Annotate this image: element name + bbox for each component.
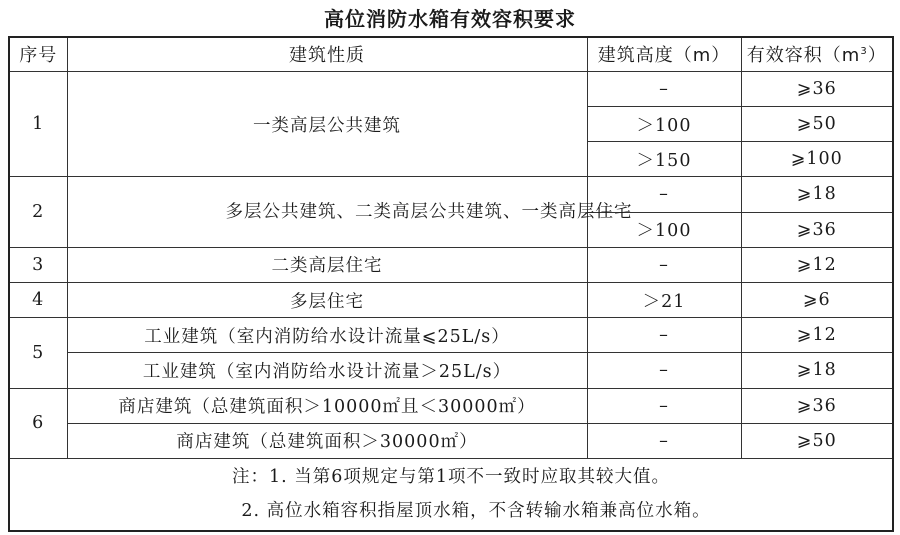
table-row: [9, 282, 893, 317]
building-type: 工业建筑（室内消防给水设计流量＞25L/s）: [67, 353, 587, 388]
building-type: 工业建筑（室内消防给水设计流量⩽25L/s）: [67, 318, 587, 353]
effective-volume: ⩾36: [741, 388, 893, 423]
effective-volume: ⩾50: [741, 106, 893, 141]
building-type: 商店建筑（总建筑面积＞30000㎡）: [67, 423, 587, 458]
building-type: 一类高层公共建筑: [67, 71, 587, 177]
building-type: 多层公共建筑、二类高层公共建筑、一类高层住宅: [67, 177, 587, 247]
building-type: 二类高层住宅: [67, 247, 587, 282]
row-number: 3: [9, 247, 67, 282]
building-type: 多层住宅: [67, 282, 587, 317]
row-number: 2: [9, 177, 67, 247]
row-number: 1: [9, 71, 67, 177]
notes: [9, 458, 893, 531]
table-row: [9, 388, 893, 423]
table-row: [9, 353, 893, 388]
table-row: [9, 247, 893, 282]
building-height: –: [587, 353, 741, 388]
row-number: 4: [9, 282, 67, 317]
building-height: –: [587, 71, 741, 106]
effective-volume: ⩾12: [741, 247, 893, 282]
building-height: ＞100: [587, 212, 741, 247]
building-height: ＞150: [587, 142, 741, 177]
building-height: –: [587, 388, 741, 423]
building-height: ＞21: [587, 282, 741, 317]
effective-volume: ⩾36: [741, 71, 893, 106]
table-row: [9, 177, 893, 212]
effective-volume: ⩾18: [741, 353, 893, 388]
header-volume: [741, 37, 893, 71]
header-name: 建筑性质: [67, 37, 587, 71]
building-type: 商店建筑（总建筑面积＞10000㎡且＜30000㎡）: [67, 388, 587, 423]
header-volume-suffix: ）: [867, 45, 887, 67]
building-height: –: [587, 423, 741, 458]
effective-volume: ⩾50: [741, 423, 893, 458]
building-height: –: [587, 318, 741, 353]
effective-volume: ⩾6: [741, 282, 893, 317]
header-volume-sup: 3: [860, 46, 868, 58]
effective-volume: ⩾18: [741, 177, 893, 212]
building-height: –: [587, 177, 741, 212]
table-row: [9, 318, 893, 353]
effective-volume: ⩾36: [741, 212, 893, 247]
effective-volume: ⩾12: [741, 318, 893, 353]
note-2: 2. 高位水箱容积指屋顶水箱，不含转输水箱兼高位水箱。: [241, 501, 711, 522]
header-volume-prefix: 有效容积（m: [746, 45, 861, 67]
header-height: 建筑高度（m）: [587, 37, 741, 71]
header-no: 序号: [9, 37, 67, 71]
effective-volume: ⩾100: [741, 142, 893, 177]
notes-row: [9, 458, 893, 531]
table-title: 高位消防水箱有效容积要求: [324, 7, 576, 31]
row-number: 5: [9, 318, 67, 388]
table-row: [9, 423, 893, 458]
water-tank-volume-table: [8, 36, 894, 532]
header-row: [9, 37, 893, 71]
building-height: ＞100: [587, 106, 741, 141]
table-row: [9, 71, 893, 106]
note-1: 注：1. 当第6项规定与第1项不一致时应取其较大值。: [231, 467, 671, 488]
row-number: 6: [9, 388, 67, 458]
building-height: –: [587, 247, 741, 282]
